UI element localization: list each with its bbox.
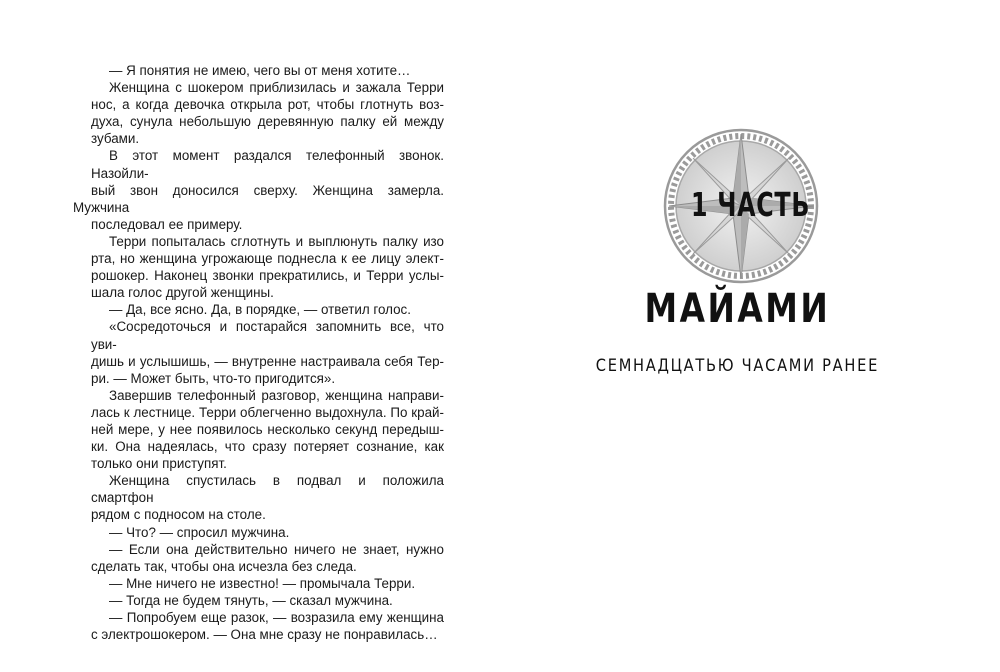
chapter-subtitle: СЕМНАДЦАТЬЮ ЧАСАМИ РАНЕЕ	[595, 356, 880, 376]
paragraph	[73, 318, 444, 386]
text-line: нос, а когда девочка открыла рот, чтобы глотнуть воз-	[91, 97, 444, 113]
paragraph	[73, 575, 444, 592]
text-line: Терри попыталась сглотнуть и выплюнуть палку изо	[109, 233, 444, 249]
paragraph	[73, 472, 444, 523]
text-line: — Попробуем еще разок, — возразила ему женщина	[109, 610, 444, 625]
paragraph	[73, 592, 444, 609]
text-line: сделать так, чтобы она исчезла без следа.	[91, 558, 357, 574]
text-line: ки. Она надеялась, что сразу потеряет сознание, как	[91, 439, 444, 455]
text-line: — Если она действительно ничего не знает, нужно	[109, 541, 444, 557]
paragraph	[73, 147, 444, 232]
text-line: «Сосредоточься и постарайся запомнить все, что уви-	[91, 319, 444, 352]
text-line: шала голос другой женщины.	[91, 285, 274, 301]
paragraph	[73, 79, 444, 147]
text-line: ри. — Может быть, что-то пригодится».	[91, 370, 336, 386]
text-line: Женщина с шокером приблизилась и зажала Терри	[109, 80, 444, 96]
text-line: вый звон доносился сверху. Женщина замерла. Мужчина	[73, 182, 444, 215]
text-line: — Да, все ясно. Да, в порядке, — ответил голос.	[109, 302, 411, 318]
text-line: Завершив телефонный разговор, женщина направи-	[109, 387, 444, 403]
text-line: — Я понятия не имею, чего вы от меня хотите…	[109, 63, 411, 78]
right-page	[500, 0, 1000, 672]
text-line: рошокер. Наконец звонки прекратились, и Терри услы-	[91, 268, 444, 284]
text-line: с электрошокером. — Она мне сразу не понравилась…	[91, 627, 438, 643]
text-line: — Что? — спросил мужчина.	[109, 524, 290, 540]
paragraph	[73, 524, 444, 541]
text-line: последовал ее примеру.	[91, 216, 243, 232]
paragraph	[73, 387, 444, 472]
text-line: лась к лестнице. Терри облегченно выдохнула. По край-	[91, 404, 444, 420]
paragraph	[73, 62, 444, 79]
chapter-title: МАЙАМИ	[644, 286, 831, 332]
text-line: дишь и услышишь, — внутренне настраивала себя Тер-	[91, 353, 444, 369]
body-text	[73, 62, 444, 643]
text-line: зубами.	[91, 131, 140, 147]
text-line: В этот момент раздался телефонный звонок. Назойли-	[91, 148, 444, 181]
text-line: рта, но женщина угрожающе поднесла к ее лицу элект-	[91, 251, 444, 267]
paragraph	[73, 301, 444, 318]
paragraph	[73, 541, 444, 575]
text-line: Женщина спустилась в подвал и положила смартфон	[91, 473, 444, 506]
text-line: рядом с подносом на столе.	[91, 507, 266, 523]
text-line: — Мне ничего не известно! — промычала Терри.	[109, 575, 416, 591]
text-line: только они приступят.	[91, 456, 227, 472]
text-line: ней мере, у нее появилось несколько секунд передыш-	[91, 421, 444, 437]
paragraph	[73, 609, 444, 643]
part-title: 1 ЧАСТЬ	[691, 185, 811, 224]
paragraph	[73, 233, 444, 301]
text-line: духа, сунула небольшую деревянную палку ей между	[91, 114, 444, 130]
text-line: — Тогда не будем тянуть, — сказал мужчина.	[109, 592, 393, 608]
